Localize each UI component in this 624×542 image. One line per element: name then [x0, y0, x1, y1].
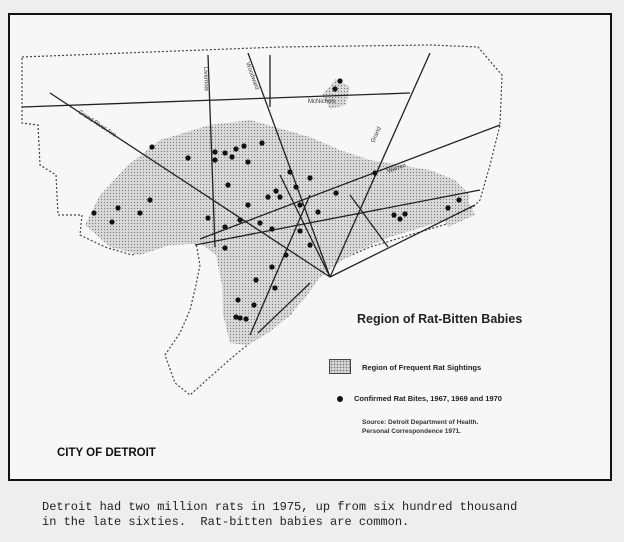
- rat-bite-dot: [307, 175, 312, 180]
- detroit-map: [10, 15, 610, 479]
- rat-bite-dot: [233, 146, 238, 151]
- road-label-grand-river: Grand River Ave: [76, 109, 118, 139]
- rat-bite-dot: [212, 157, 217, 162]
- rat-bite-dot: [237, 217, 242, 222]
- rat-bite-dot: [283, 252, 288, 257]
- source-line-1: Source: Detroit Department of Health.: [362, 419, 479, 426]
- rat-bite-dot: [315, 209, 320, 214]
- map-title: Region of Rat-Bitten Babies: [357, 312, 523, 326]
- rat-bite-dot: [229, 154, 234, 159]
- rat-bite-dot: [149, 144, 154, 149]
- rat-bite-dot: [269, 264, 274, 269]
- rat-bite-dot: [225, 182, 230, 187]
- rat-bite-dot: [333, 190, 338, 195]
- city-label: CITY OF DETROIT: [57, 447, 156, 459]
- caption-line-2: in the late sixties. Rat-bitten babies are common.: [42, 515, 410, 529]
- rat-bite-dot: [245, 159, 250, 164]
- rat-bite-dot: [212, 149, 217, 154]
- rat-bite-dot: [245, 202, 250, 207]
- rat-bite-dot: [147, 197, 152, 202]
- legend-region-label: Region of Frequent Rat Sightings: [362, 363, 482, 372]
- legend-region-swatch: [329, 359, 351, 374]
- road-label-mcnichols: McNichols: [308, 99, 336, 105]
- legend-bite-dot: [337, 396, 343, 402]
- rat-bite-dot: [277, 194, 282, 199]
- rat-bite-dot: [297, 228, 302, 233]
- rat-bite-dot: [137, 210, 142, 215]
- rat-bite-dot: [307, 242, 312, 247]
- rat-bite-dot: [332, 86, 337, 91]
- rat-bite-dot: [241, 143, 246, 148]
- rat-bite-dot: [109, 219, 114, 224]
- caption-line-1: Detroit had two million rats in 1975, up from six hundred thousand: [42, 500, 518, 514]
- rat-bite-dot: [456, 197, 461, 202]
- rat-bite-dot: [293, 184, 298, 189]
- rat-bite-dot: [257, 220, 262, 225]
- rat-bite-dot: [337, 78, 342, 83]
- map-frame: [8, 13, 612, 481]
- source-line-2: Personal Correspondence 1971.: [362, 428, 461, 435]
- caption: [42, 500, 602, 530]
- rat-bite-dot: [272, 285, 277, 290]
- rat-bite-dot: [222, 150, 227, 155]
- rat-bite-dot: [397, 216, 402, 221]
- rat-bite-dot: [297, 202, 302, 207]
- rat-bite-dot: [237, 315, 242, 320]
- rat-bite-dot: [251, 302, 256, 307]
- rat-bite-dot: [402, 211, 407, 216]
- rat-bite-dot: [222, 224, 227, 229]
- road-label-woodward: Woodward: [244, 61, 260, 91]
- road-label-livernois: Livernois: [202, 66, 209, 92]
- rat-bite-dot: [445, 205, 450, 210]
- rat-bite-dot: [91, 210, 96, 215]
- rat-bite-dot: [391, 212, 396, 217]
- rat-bite-dot: [253, 277, 258, 282]
- rat-bite-dot: [265, 194, 270, 199]
- rat-bite-dot: [269, 226, 274, 231]
- rat-bite-dot: [185, 155, 190, 160]
- source-note: [362, 418, 478, 436]
- rat-bite-dot: [243, 316, 248, 321]
- rat-bite-dot: [205, 215, 210, 220]
- rat-bite-dot: [372, 170, 377, 175]
- road-label-grand: Grand: [370, 126, 383, 144]
- rat-bite-dot: [235, 297, 240, 302]
- rat-bite-dot: [222, 245, 227, 250]
- rat-bite-dot: [273, 188, 278, 193]
- mcnichols-road: [22, 93, 410, 107]
- rat-bite-dot: [115, 205, 120, 210]
- road-label-warren: Warren: [386, 162, 407, 175]
- legend-bites-label: Confirmed Rat Bites, 1967, 1969 and 1970: [354, 394, 502, 403]
- rat-bite-dot: [287, 169, 292, 174]
- rat-bite-dot: [259, 140, 264, 145]
